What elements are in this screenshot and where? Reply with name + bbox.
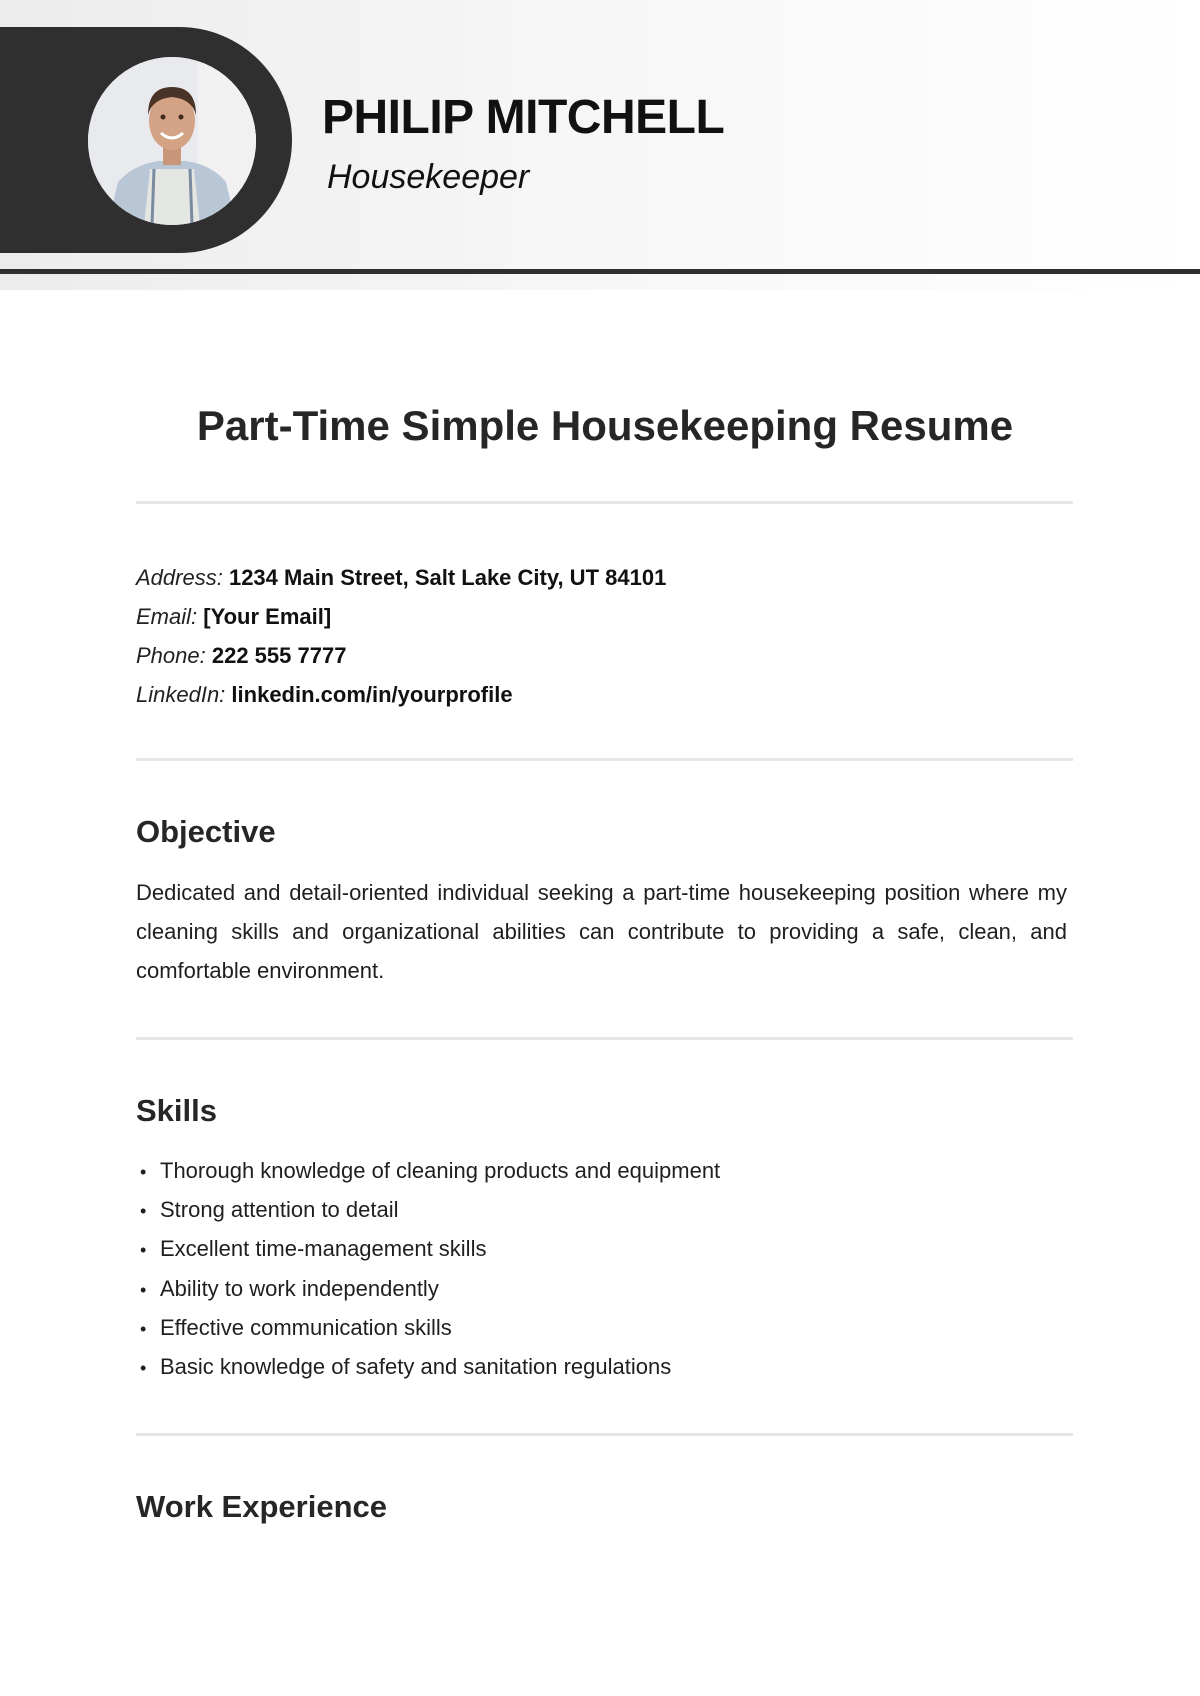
list-item: • Thorough knowledge of cleaning products and equipment [140, 1158, 721, 1183]
contact-info [136, 558, 1076, 714]
contact-label: Email: [136, 604, 198, 629]
skill-text: Ability to work independently [160, 1275, 439, 1301]
contact-phone [136, 636, 1076, 675]
list-item: • Ability to work independently [140, 1275, 439, 1301]
contact-value: 1234 Main Street, Salt Lake City, UT 84101 [228, 565, 667, 590]
list-item: • Strong attention to detail [140, 1197, 399, 1223]
skill-text: Strong attention to detail [160, 1197, 399, 1223]
contact-label: Phone: [136, 643, 206, 668]
header-divider [0, 269, 1200, 274]
skill-text: Basic knowledge of safety and sanitation regulations [160, 1353, 672, 1379]
divider [136, 501, 1073, 504]
skill-text: Excellent time-management skills [160, 1236, 487, 1262]
skill-text: Thorough knowledge of cleaning products and equipment [160, 1158, 721, 1183]
skill-text: Effective communication skills [160, 1314, 452, 1340]
objective-text: Dedicated and detail-oriented individual seeking a part-time housekeeping position where my cleaning skills and organizational abilities can contribute to providing a safe, clean, and comfortable environment. [136, 880, 1067, 983]
contact-address [136, 558, 1076, 597]
contact-label: LinkedIn: [136, 682, 226, 707]
list-item: • Basic knowledge of safety and sanitation regulations [140, 1353, 672, 1379]
profile-photo [88, 57, 256, 225]
candidate-role: Housekeeper [327, 158, 530, 196]
skills-heading: Skills [136, 1093, 217, 1128]
list-item: • Effective communication skills [140, 1314, 452, 1340]
contact-value: [Your Email] [203, 604, 332, 629]
list-item: • Excellent time-management skills [140, 1236, 487, 1262]
divider [136, 1433, 1073, 1436]
work-experience-heading: Work Experience [136, 1489, 387, 1524]
contact-value: linkedin.com/in/yourprofile [231, 682, 513, 707]
skills-list [140, 1151, 720, 1386]
document-title: Part-Time Simple Housekeeping Resume [196, 402, 1014, 449]
contact-linkedin [136, 675, 1076, 714]
contact-value: 222 555 7777 [211, 643, 347, 668]
divider [136, 758, 1073, 761]
candidate-name: PHILIP MITCHELL [322, 91, 725, 144]
contact-email [136, 597, 1076, 636]
objective-heading: Objective [136, 814, 276, 849]
contact-label: Address: [136, 565, 223, 590]
divider [136, 1037, 1073, 1040]
